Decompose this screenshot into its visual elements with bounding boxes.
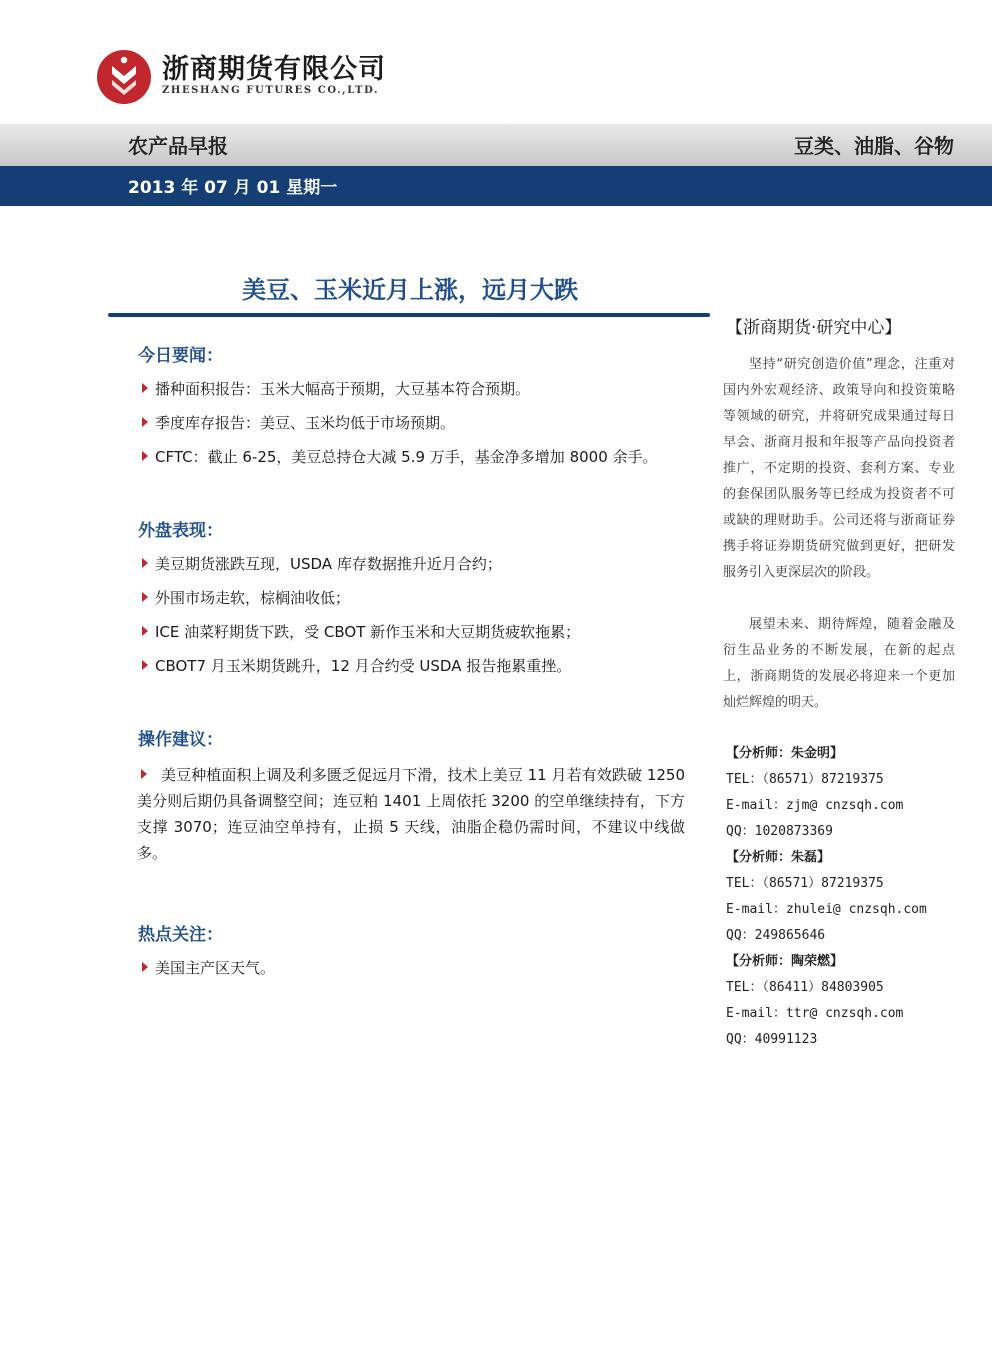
report-header-band <box>0 124 992 166</box>
overseas-item-text: 外围市场走软，棕榈油收低； <box>155 589 351 607</box>
report-type: 农产品早报 <box>128 134 228 158</box>
hotspot-item-text: 美国主产区天气。 <box>155 959 276 977</box>
section-title-overseas: 外盘表现： <box>138 521 223 541</box>
report-categories: 豆类、油脂、谷物 <box>794 134 954 158</box>
advice-text: 美豆种植面积上调及利多匮乏促远月下滑，技术上美豆 11 月若有效跌破 1250 美分则后期仍具备调整空间；连豆粕 1401 上周依托 3200 的空单继续持有，下方支撑 3070；连豆油空单持有，止损 5 天线，油脂企稳仍需时间，不建议中线做多。 <box>137 766 685 862</box>
analyst-tel: TEL：（86571）87219375 <box>726 772 884 787</box>
overseas-item-text: ICE 油菜籽期货下跌，受 CBOT 新作玉米和大豆期货疲软拖累； <box>155 623 581 641</box>
news-item <box>142 406 687 440</box>
company-name-en: ZHESHANG FUTURES CO.,LTD. <box>162 85 380 96</box>
news-item-text: CFTC：截止 6-25，美豆总持仓大减 5.9 万手，基金净多增加 8000 余手。 <box>155 448 658 466</box>
news-item-text: 播种面积报告：玉米大幅高于预期，大豆基本符合预期。 <box>155 380 531 398</box>
analyst-name: 【分析师：朱磊】 <box>726 850 831 865</box>
bullet-arrow-icon <box>142 962 148 972</box>
news-item <box>142 372 687 406</box>
bullet-arrow-icon <box>142 558 148 568</box>
analyst-contact <box>726 845 966 949</box>
title-divider <box>108 313 710 317</box>
analyst-contact <box>726 741 966 845</box>
overseas-item <box>142 547 687 581</box>
bullet-arrow-icon <box>141 769 147 779</box>
bullet-arrow-icon <box>142 592 148 602</box>
overseas-item-text: CBOT7 月玉米期货跳升，12 月合约受 USDA 报告拖累重挫。 <box>155 657 572 675</box>
overseas-item-text: 美豆期货涨跌互现，USDA 库存数据推升近月合约； <box>155 555 502 573</box>
section-title-news: 今日要闻： <box>138 346 223 366</box>
analyst-tel: TEL：（86571）87219375 <box>726 876 884 891</box>
bullet-arrow-icon <box>142 626 148 636</box>
overseas-item <box>142 615 687 649</box>
report-title: 美豆、玉米近月上涨，远月大跌 <box>242 276 578 304</box>
company-logo-icon <box>96 49 152 105</box>
hotspot-item <box>142 951 687 985</box>
analyst-email[interactable]: E-mail：zhulei@ cnzsqh.com <box>726 902 927 917</box>
research-center-outlook: 展望未来、期待辉煌，随着金融及衍生品业务的不断发展，在新的起点上，浙商期货的发展必将迎来一个更加灿烂辉煌的明天。 <box>723 617 955 710</box>
section-title-advice: 操作建议： <box>138 730 223 750</box>
date-band <box>0 166 992 206</box>
news-item <box>142 440 687 474</box>
bullet-arrow-icon <box>142 660 148 670</box>
analyst-email[interactable]: E-mail：zjm@ cnzsqh.com <box>726 798 904 813</box>
research-center-intro: 坚持“研究创造价值”理念，注重对国内外宏观经济、政策导向和投资策略等领域的研究，并将研究成果通过每日早会、浙商月报和年报等产品向投资者推广，不定期的投资、套利方案、专业的套保团队服务等已经成为投资者不可或缺的理财助手。公司还将与浙商证券携手将证券期货研究做到更好，把研发服务引入更深层次的阶段。 <box>723 357 955 580</box>
news-item-text: 季度库存报告：美豆、玉米均低于市场预期。 <box>155 414 456 432</box>
overseas-item <box>142 649 687 683</box>
research-center-title: 【浙商期货·研究中心】 <box>726 318 902 338</box>
company-logo <box>96 45 386 107</box>
bullet-arrow-icon <box>142 417 148 427</box>
company-name-cn: 浙商期货有限公司 <box>162 54 386 85</box>
analyst-contact <box>726 949 966 1053</box>
bullet-arrow-icon <box>142 383 148 393</box>
analyst-qq: QQ：1020873369 <box>726 824 833 839</box>
bullet-arrow-icon <box>142 451 148 461</box>
analyst-tel: TEL：（86411）84803905 <box>726 980 884 995</box>
report-date: 2013 年 07 月 01 星期一 <box>128 178 338 198</box>
analyst-email[interactable]: E-mail：ttr@ cnzsqh.com <box>726 1006 904 1021</box>
section-title-hotspot: 热点关注： <box>138 925 223 945</box>
analyst-name: 【分析师：陶荣燃】 <box>726 954 844 969</box>
analyst-name: 【分析师：朱金明】 <box>726 746 844 761</box>
overseas-item <box>142 581 687 615</box>
analyst-qq: QQ：249865646 <box>726 928 826 943</box>
advice-paragraph <box>137 762 685 866</box>
analyst-qq: QQ：40991123 <box>726 1032 818 1047</box>
